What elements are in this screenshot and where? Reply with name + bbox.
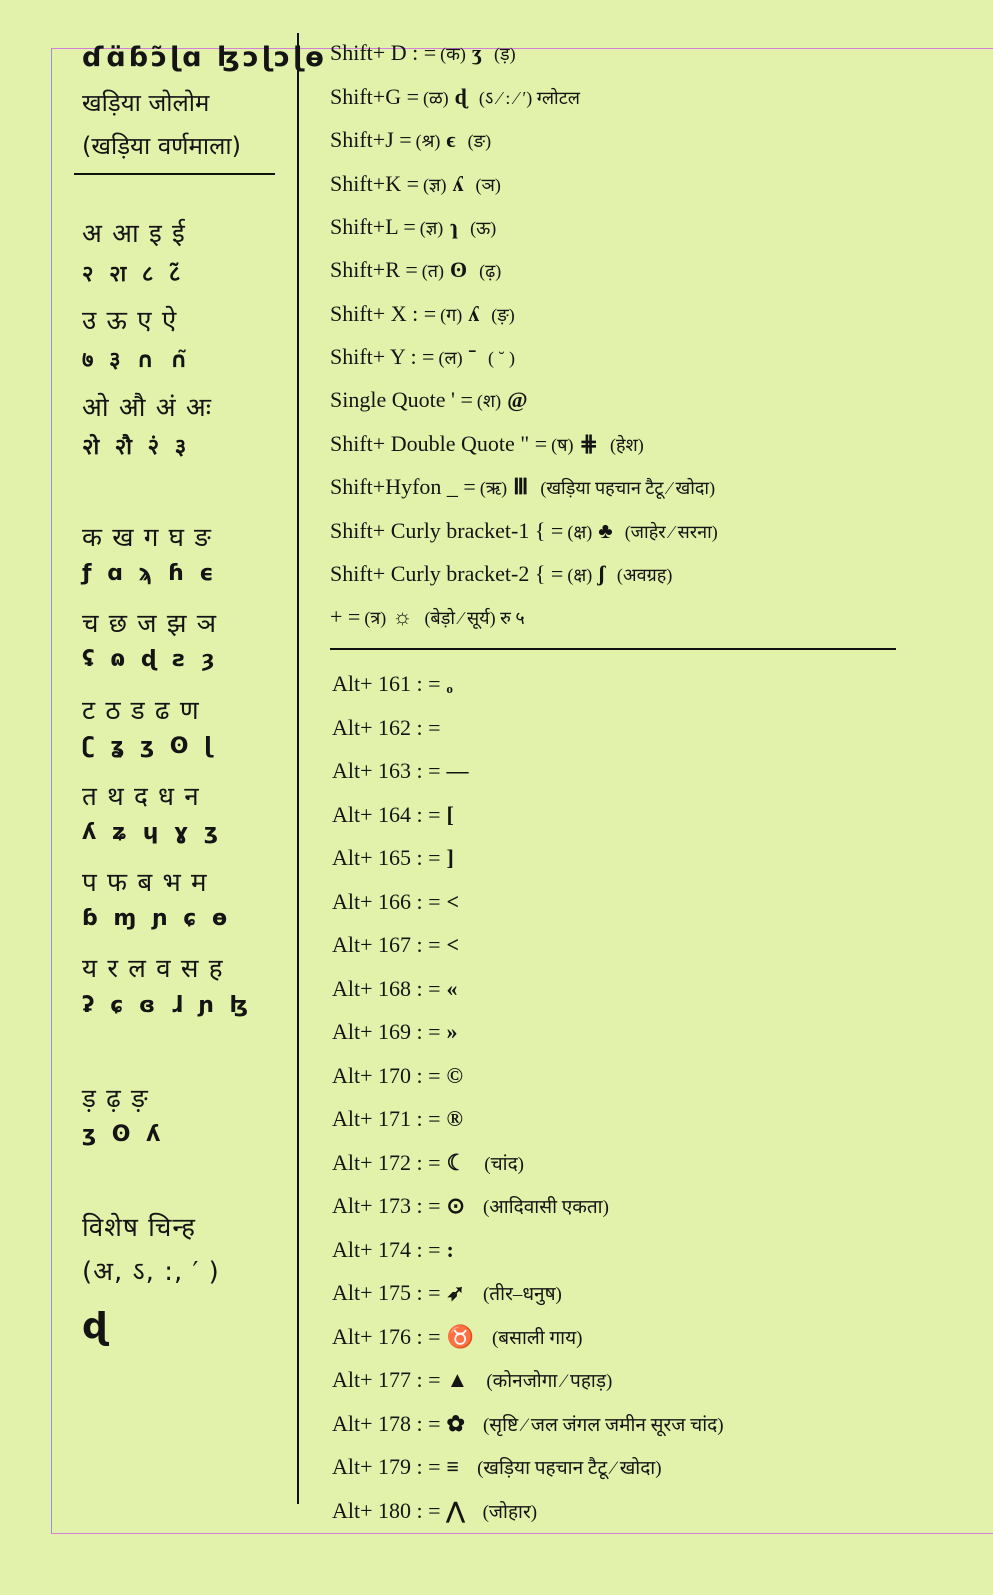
alt-code-row xyxy=(332,1280,562,1306)
devanagari-row: य र ल व स ह xyxy=(82,954,224,984)
mapping-key: Shift+ Curly bracket-1 { = xyxy=(330,518,564,543)
mapping-key: Shift+Hyfon _ = xyxy=(330,474,476,499)
alt-code-row xyxy=(332,715,465,741)
mapping-symbol: ʎ xyxy=(452,171,464,196)
mapping-row xyxy=(330,387,540,413)
mapping-note: (ङ़) xyxy=(491,305,515,325)
mapping-glyph: (ल) xyxy=(438,348,463,368)
alt-key: Alt+ 172 : = xyxy=(332,1149,441,1175)
alt-code-row xyxy=(332,802,472,828)
alt-code-row xyxy=(332,1498,537,1524)
mapping-row xyxy=(330,84,580,110)
alt-code-row xyxy=(332,1367,612,1393)
mapping-glyph: (त्र) xyxy=(364,608,387,628)
subtitle: (खड़िया वर्णमाला) xyxy=(82,132,241,160)
mapping-note: (ढ़) xyxy=(479,261,502,281)
alt-symbol: ® xyxy=(446,1106,463,1131)
script-row: ʗ ʓ ʒ ʘ ɭ xyxy=(82,734,216,759)
alt-key: Alt+ 174 : = xyxy=(332,1236,441,1262)
mapping-note: (ऊ) xyxy=(470,218,497,238)
alt-symbol: — xyxy=(446,758,469,783)
mapping-glyph: (ष) xyxy=(551,435,574,455)
alt-code-row xyxy=(332,758,487,784)
mapping-symbol: ☼ xyxy=(392,604,413,629)
title-devanagari: खड़िया जोलोम xyxy=(82,89,210,117)
devanagari-row: ट ठ ड ढ ण xyxy=(82,696,200,726)
alt-key: Alt+ 165 : = xyxy=(332,845,441,870)
alt-symbol: ✿ xyxy=(446,1410,465,1436)
alt-code-row xyxy=(332,932,477,958)
script-row: ƒ ɑ ϡ ɦ ϵ xyxy=(82,561,218,586)
script-row: ʡ ɕ ɞ ɺ ɲ ɮ xyxy=(82,993,253,1018)
alt-code-row xyxy=(332,845,472,871)
alt-key: Alt+ 179 : = xyxy=(332,1454,441,1479)
alt-symbol: » xyxy=(446,1019,458,1044)
special-glyph: ɖ xyxy=(82,1306,108,1347)
mapping-row xyxy=(330,257,501,283)
alt-code-row xyxy=(332,1150,524,1176)
mapping-key: Single Quote ' = xyxy=(330,387,473,412)
alt-key: Alt+ 161 : = xyxy=(332,671,441,696)
alt-code-row xyxy=(332,1106,481,1132)
mapping-note: (ङ) xyxy=(467,131,492,151)
mapping-glyph: (क्ष) xyxy=(567,565,593,585)
alt-code-row xyxy=(332,1193,609,1219)
devanagari-row: उ ऊ ए ऐ xyxy=(82,306,178,336)
script-row: २ो २ौ २ं ३ xyxy=(82,435,191,460)
alt-symbol: ➶ xyxy=(446,1280,465,1305)
alt-key: Alt+ 178 : = xyxy=(332,1410,441,1436)
mapping-row xyxy=(330,301,515,327)
mapping-note: (जाहेर ⁄ सरना) xyxy=(624,522,718,542)
devanagari-row: च छ ज झ ञ xyxy=(82,609,218,639)
devanagari-row: त थ द ध न xyxy=(82,782,200,812)
alt-symbol: ▲ xyxy=(446,1367,469,1392)
devanagari-row: विशेष चिन्ह xyxy=(82,1213,196,1243)
alt-symbol: ₒ xyxy=(446,671,453,696)
script-row: ɓ ɱ ɲ ɕ ɵ xyxy=(82,906,232,931)
mapping-symbol: ʃ xyxy=(598,561,605,586)
mapping-key: Shift+ X : = xyxy=(330,301,437,326)
mapping-symbol: ϵ xyxy=(446,127,456,152)
mapping-glyph: (श्र) xyxy=(415,131,441,151)
alt-code-row xyxy=(332,889,477,915)
alt-code-row xyxy=(332,976,476,1002)
alt-symbol: [ xyxy=(446,801,454,827)
mapping-row xyxy=(330,518,718,544)
alt-code-row xyxy=(332,1324,582,1350)
title-underline xyxy=(74,173,275,175)
alt-symbol: « xyxy=(446,975,458,1001)
alt-key: Alt+ 173 : = xyxy=(332,1193,441,1218)
mapping-symbol: ♣ xyxy=(598,518,613,543)
alt-symbol: : xyxy=(446,1236,454,1262)
mapping-symbol: @ xyxy=(507,387,528,412)
mapping-key: + = xyxy=(330,604,361,629)
alt-key: Alt+ 163 : = xyxy=(332,758,441,783)
alt-note: (बसाली गाय) xyxy=(491,1327,583,1349)
mapping-row xyxy=(330,604,525,630)
devanagari-row: क ख ग घ ङ xyxy=(82,523,212,553)
mapping-note: (अवग्रह) xyxy=(616,565,673,585)
mapping-glyph: (त) xyxy=(421,261,445,281)
alt-symbol: < xyxy=(446,888,460,914)
alt-key: Alt+ 177 : = xyxy=(332,1367,441,1392)
alt-code-row xyxy=(332,1019,476,1045)
alt-symbol: ☾ xyxy=(446,1149,467,1175)
section-divider xyxy=(330,648,896,650)
script-row: ʎ ʑ ɥ ɣ ʒ xyxy=(82,820,222,845)
title-script: ɗɑ̈ɓɔ̃ɭɑ ɮɔɭɔɭɵ xyxy=(82,42,327,73)
alt-note: (आदिवासी एकता) xyxy=(482,1197,609,1218)
alt-symbol: © xyxy=(446,1062,463,1088)
mapping-row xyxy=(330,40,516,66)
mapping-key: Shift+R = xyxy=(330,257,418,282)
mapping-row xyxy=(330,474,715,500)
mapping-key: Shift+K = xyxy=(330,171,419,196)
mapping-glyph: (ज्ञ) xyxy=(419,218,444,238)
alt-key: Alt+ 168 : = xyxy=(332,975,441,1001)
mapping-symbol: ⋕ xyxy=(579,431,598,456)
devanagari-row: ओ औ अं अः xyxy=(82,393,212,423)
mapping-symbol: ʎ xyxy=(468,301,480,326)
mapping-glyph: (क्ष) xyxy=(567,522,593,542)
script-row: ७ ३ ∩ ∩̃ xyxy=(82,348,192,373)
mapping-note: (हेश) xyxy=(609,435,644,455)
mapping-row xyxy=(330,344,515,370)
alt-key: Alt+ 170 : = xyxy=(332,1062,441,1088)
alt-key: Alt+ 176 : = xyxy=(332,1323,441,1349)
mapping-row xyxy=(330,171,501,197)
mapping-symbol: ɖ xyxy=(454,84,467,109)
devanagari-row: ड़ ढ़ ङ़ xyxy=(82,1084,149,1114)
mapping-symbol: ʘ xyxy=(450,257,468,282)
mapping-key: Shift+J = xyxy=(330,127,412,152)
script-row: ʢ ɷ ɖ ƨ ȝ xyxy=(82,647,219,672)
alt-key: Alt+ 175 : = xyxy=(332,1280,441,1305)
script-row: ʒ ʘ ʎ xyxy=(82,1122,165,1147)
mapping-glyph: (ळ) xyxy=(423,88,449,108)
mapping-row xyxy=(330,561,672,587)
mapping-symbol: Ⅲ xyxy=(513,474,529,499)
mapping-glyph: (क) xyxy=(440,44,466,64)
alt-note: (खड़िया पहचान टैटू ⁄ खोदा) xyxy=(477,1458,662,1479)
alt-code-row xyxy=(332,671,471,697)
alt-symbol: ≡ xyxy=(446,1454,460,1479)
mapping-note: (ड़) xyxy=(494,44,516,64)
alt-note: (सृष्टि ⁄ जल जंगल जमीन सूरज चांद) xyxy=(482,1414,724,1436)
alt-code-row xyxy=(332,1063,481,1089)
mapping-key: Shift+ Double Quote " = xyxy=(330,431,548,456)
column-divider-bottom xyxy=(297,558,299,1504)
alt-symbol: ♉ xyxy=(446,1323,474,1349)
mapping-note: (ञ) xyxy=(475,175,501,195)
alt-key: Alt+ 162 : = xyxy=(332,714,441,740)
column-divider-top xyxy=(297,33,299,558)
alt-note: (चांद) xyxy=(484,1153,525,1175)
devanagari-row: प फ ब भ म xyxy=(82,868,208,898)
mapping-glyph: (ज्ञ) xyxy=(423,175,447,195)
mapping-glyph: (ग) xyxy=(440,305,463,325)
alt-symbol: ] xyxy=(446,845,454,870)
mapping-key: Shift+ Y : = xyxy=(330,344,435,369)
mapping-symbol: ˉ xyxy=(468,344,476,369)
mapping-key: Shift+ D : = xyxy=(330,40,437,65)
mapping-key: Shift+G = xyxy=(330,84,419,109)
mapping-symbol: ɿ xyxy=(449,214,459,239)
alt-note: (जोहार) xyxy=(482,1501,538,1523)
mapping-row xyxy=(330,431,644,457)
alt-key: Alt+ 166 : = xyxy=(332,888,441,914)
mapping-row xyxy=(330,214,496,240)
alt-code-row xyxy=(332,1237,472,1263)
alt-key: Alt+ 169 : = xyxy=(332,1019,441,1044)
mapping-key: Shift+L = xyxy=(330,214,416,239)
mapping-note: (ऽ ⁄ : ⁄ ′) ग्लोटल xyxy=(478,88,580,108)
alt-note: (तीर–धनुष) xyxy=(482,1284,562,1305)
devanagari-row: (अ, ऽ, :, ′ ) xyxy=(82,1257,220,1287)
alt-note: (कोनजोगा ⁄ पहाड़) xyxy=(486,1371,613,1392)
alt-symbol: ⊙ xyxy=(446,1193,465,1218)
mapping-note: (बेड़ो ⁄ सूर्य) रु ५ xyxy=(424,608,525,628)
mapping-glyph: (ऋ) xyxy=(479,478,508,498)
mapping-note: (खड़िया पहचान टैटू ⁄ खोदा) xyxy=(540,478,716,498)
alt-code-row xyxy=(332,1454,662,1480)
alt-key: Alt+ 164 : = xyxy=(332,801,441,827)
alt-key: Alt+ 167 : = xyxy=(332,932,441,957)
mapping-note: ( ˘ ) xyxy=(488,348,515,368)
alt-key: Alt+ 171 : = xyxy=(332,1106,441,1131)
alt-symbol: ⋀ xyxy=(446,1497,465,1523)
alt-code-row xyxy=(332,1411,724,1437)
mapping-symbol: ʒ xyxy=(471,40,483,65)
mapping-glyph: (श) xyxy=(476,391,502,411)
mapping-row xyxy=(330,127,491,153)
devanagari-row: अ आ इ ई xyxy=(82,219,186,249)
alt-key: Alt+ 180 : = xyxy=(332,1497,441,1523)
alt-symbol: < xyxy=(446,932,460,957)
script-row: २ २ा ८ ८̃ xyxy=(82,262,185,287)
mapping-key: Shift+ Curly bracket-2 { = xyxy=(330,561,564,586)
